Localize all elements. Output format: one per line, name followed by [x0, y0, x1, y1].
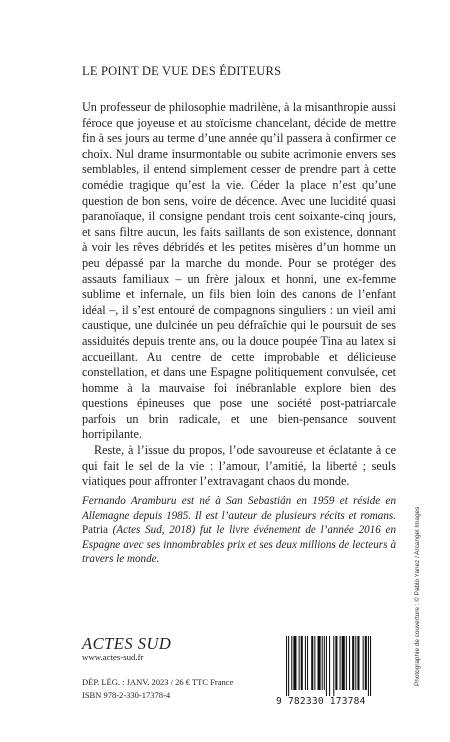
barcode-bar [318, 636, 321, 690]
barcode-bar [311, 636, 313, 690]
barcode-bar [329, 636, 330, 696]
barcode-bar [363, 636, 364, 690]
barcode-bar [305, 636, 306, 690]
blurb-paragraph-2: Reste, à l’issue du propos, l’ode savoureuse et éclatante à ce qui fait le sel de la vie : l’amour, l’amitié, la liberté ; seuls viatiques pour affronter l’extravagant chaos du monde. [82, 443, 396, 489]
photo-credit: Photographie de couverture : © Pablo Yanez / Arcangel Images [414, 506, 421, 686]
barcode-digits: 9 782330 173784 [276, 696, 366, 707]
barcode-bar [299, 636, 300, 690]
barcode-bar [293, 636, 296, 690]
barcode-bar [370, 636, 371, 696]
barcode [276, 636, 404, 712]
barcode-bar [349, 636, 350, 690]
barcode-bar [286, 636, 287, 696]
barcode-bar [365, 636, 367, 690]
barcode-bar [307, 636, 308, 690]
bio-text-2: fut le livre événement de l’année 2016 en Espagne avec ses innombrables prix et ses deux millions de lecteurs à travers le monde. [82, 524, 396, 566]
bio-text-1: Fernando Aramburu est né à San Sebastián en 1959 et réside en Allemagne depuis 1985. Il est l’auteur de plusieurs récits et romans. [82, 495, 396, 522]
page-title: LE POINT DE VUE DES ÉDITEURS [82, 64, 282, 78]
barcode-bar [301, 636, 303, 690]
barcode-bar [333, 636, 334, 696]
author-bio [82, 494, 396, 567]
blurb [82, 100, 396, 490]
barcode-bar [355, 636, 356, 690]
barcode-bar [352, 636, 354, 690]
barcode-bar [322, 636, 323, 690]
publisher-logo: ACTES SUD [82, 634, 172, 653]
legal-info [82, 676, 233, 701]
publisher-website: www.actes-sud.fr [82, 652, 144, 662]
barcode-bar [291, 636, 292, 690]
book-title: Patria [82, 524, 108, 537]
barcode-bar [314, 636, 315, 690]
isbn: ISBN 978-2-330-17378-4 [82, 689, 171, 700]
barcode-bar [288, 636, 289, 696]
barcode-bar [342, 636, 345, 690]
legal-deposit: DÉP. LÉG. : JANV. 2023 / 26 € TTC France [82, 677, 234, 687]
blurb-paragraph-1: Un professeur de philosophie madrilène, à la misanthropie aussi féroce que joyeuse et au stoïcisme chancelant, décide de mettre fin à ses jours au terme d’une année qu’il passera à confirmer ce choix. Nul drame insurmontable ou subite acrimonie envers ses semblables, il entend simplement cesser de prendre part à cette comédie tragique qu’est la vie. Céder la place n’est qu’une question de bon sens, voire de décence. Avec une lucidité quasi paranoïaque, il consigne pendant trois cent soixante-cinq jours, et sans filtre aucun, les faits saillants de son existence, donnant à voir les rêves débridés et les petites misères d’un homme un peu dépassé par la marche du monde. Pour se protéger des assauts familiaux – un frère jaloux et honni, une ex-femme sublime et infernale, un fils bien loin des canons de l’enfant idéal –, il s’est entouré de compagnons singuliers : un vieil ami caustique, une dulcinée un peu défraîchie qui le poursuit de ses assiduités depuis trente ans, ou la douce poupée Tina au latex si accueillant. Au centre de cette improbable et délicieuse constellation, et dans une Espagne politiquement convulsée, cet homme à la mauvaise foi inébranlable explore bien des questions épineuses que pose une société post-patriarcale parfois un brin radicale, et une bien-pensance souvent horripilante. [82, 100, 396, 442]
barcode-bar [326, 636, 327, 696]
barcode-bar [357, 636, 359, 690]
book-year: (Actes Sud, 2018) [112, 524, 196, 537]
barcode-bar [368, 636, 369, 696]
barcode-bar [324, 636, 325, 690]
barcode-bars [276, 636, 404, 696]
barcode-bar [340, 636, 341, 690]
barcode-bar [335, 636, 337, 690]
barcode-bar [346, 636, 347, 690]
